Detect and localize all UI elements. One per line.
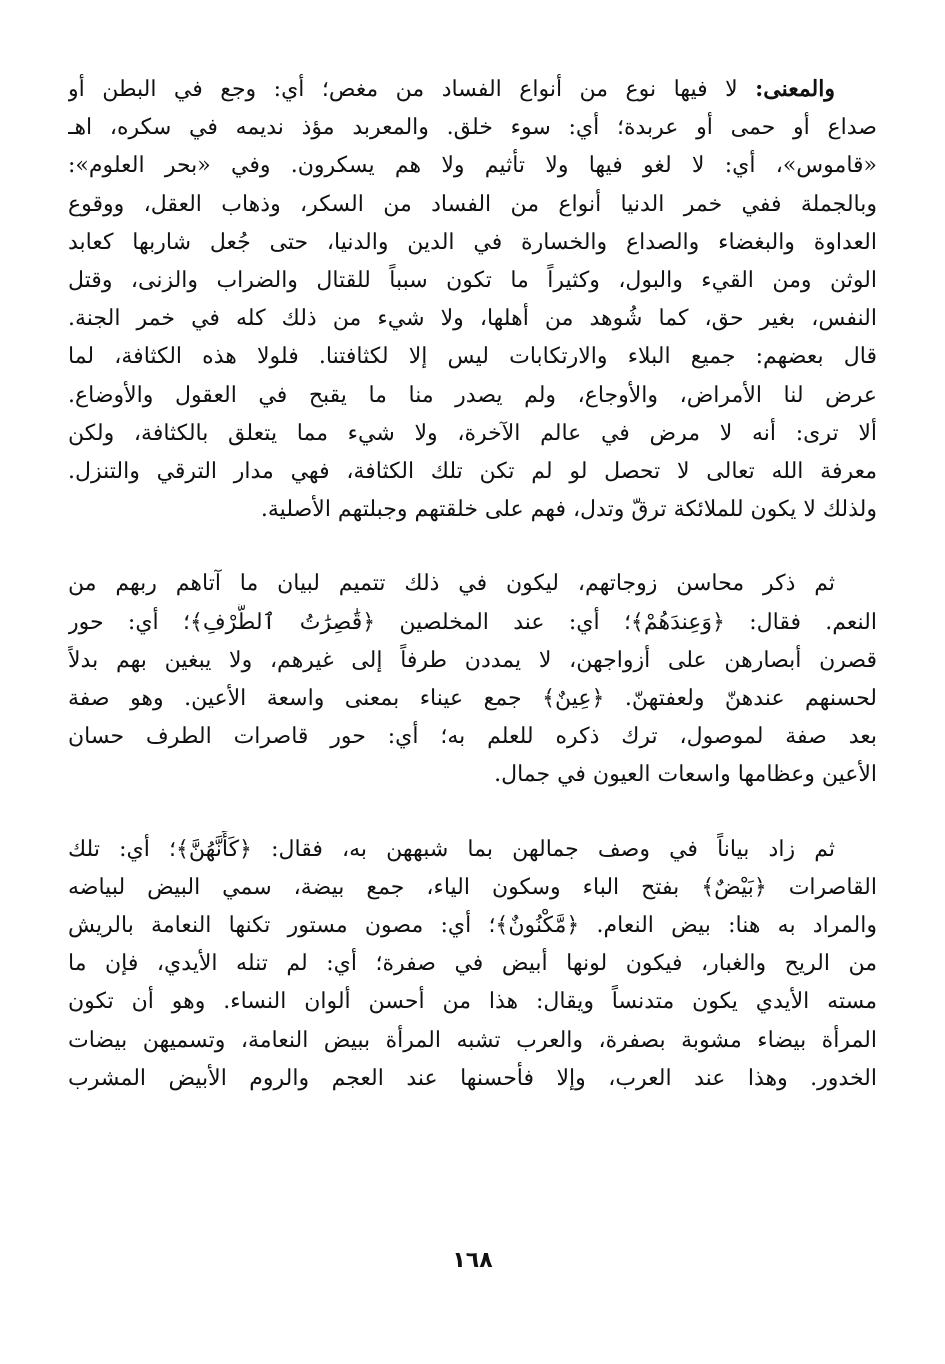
text-line: الأعين وعظامها واسعات العيون في جمال. (494, 762, 877, 788)
text-line: مسته الأيدي يكون متدنساً ويقال: هذا من أحسن ألوان النساء. وهو أن تكون (68, 989, 877, 1015)
paragraph-spacer (68, 529, 877, 565)
book-page (68, 70, 877, 1324)
text-line: القاصرات ﴿بَيْضٌ﴾ بفتح الباء وسكون الياء، جمع بيضة، سمي البيض لبياضه (68, 874, 877, 900)
text-line: ألا ترى: أنه لا مرض في عالم الآخرة، ولا شيء مما يتعلق بالكثافة، ولكن (68, 420, 877, 446)
text-line: معرفة الله تعالى لا تحصل لو لم تكن تلك الكثافة، فهي مدار الترقي والتنزل. (68, 459, 877, 485)
text-line: العداوة والبغضاء والصداع والخسارة في الدين والدنيا، حتى جُعل شاربها كعابد (68, 229, 877, 255)
text-line: والمراد به هنا: بيض النعام. ﴿مَّكْنُونٌ﴾؛ أي: مصون مستور تكنها النعامة بالريش (68, 913, 877, 939)
text-line: المرأة بيضاء مشوبة بصفرة، والعرب تشبه المرأة ببيض النعامة، وتسميهن بيضات (68, 1027, 877, 1053)
text-line: ثم زاد بياناً في وصف جمالهن بما شبههن به، فقال: ﴿كَأَنَّهُنَّ﴾؛ أي: تلك (68, 836, 835, 862)
text-line: ثم ذكر محاسن زوجاتهم، ليكون في ذلك تتميم لبيان ما آتاهم ربهم من (68, 571, 835, 597)
text-line: النعم. فقال: ﴿وَعِندَهُمْ﴾؛ أي: عند المخلصين ﴿قَٰصِرَٰتُ ٱلطَّرْفِ﴾؛ أي: حور (68, 609, 877, 635)
paragraph-3 (68, 831, 877, 1098)
text-line: قصرن أبصارهن على أزواجهن، لا يمددن طرفاً إلى غيرهم، ولا يبغين بهم بدلاً (68, 647, 877, 673)
text-line: بعد صفة لموصول، ترك ذكره للعلم به؛ أي: حور قاصرات الطرف حسان (68, 724, 877, 750)
paragraph-2 (68, 565, 877, 794)
text-line: ولذلك لا يكون للملائكة ترقّ وتدل، فهم على خلقتهم وجبلتهم الأصلية. (260, 497, 877, 523)
paragraph-spacer (68, 795, 877, 831)
text-line: الوثن ومن القيء والبول، وكثيراً ما تكون سبباً للقتال والضراب والزنى، وقتل (68, 268, 877, 294)
paragraph-lead-term: والمعنى: (755, 76, 835, 102)
page-number: ١٦٨ (452, 1248, 493, 1273)
text-line: عرض لنا الأمراض، والأوجاع، ولم يصدر منا ما يقبح في العقول والأوضاع. (68, 382, 877, 408)
text-line: لحسنهم عندهنّ ولعفتهنّ. ﴿عِينٌ﴾ جمع عيناء بمعنى واسعة الأعين. وهو صفة (68, 686, 877, 712)
text-line: من الريح والغبار، فيكون لونها أبيض في صفرة؛ أي: لم تنله الأيدي، فإن ما (68, 951, 877, 977)
text-line: صداع أو حمى أو عربدة؛ أي: سوء خلق. والمعربد مؤذ نديمه في سكره، اهـ (68, 115, 877, 141)
text-line: «قاموس»، أي: لا لغو فيها ولا تأثيم ولا هم يسكرون. وفي «بحر العلوم»: (68, 153, 877, 179)
text-line: والمعنى: لا فيها نوع من أنواع الفساد من مغص؛ أي: وجع في البطن أو (68, 76, 835, 102)
text-line: وبالجملة ففي خمر الدنيا أنواع من الفساد من السكر، وذهاب العقل، ووقوع (68, 191, 877, 217)
paragraph-1 (68, 70, 877, 529)
text-line: قال بعضهم: جميع البلاء والارتكابات ليس إلا لكثافتنا. فلولا هذه الكثافة، لما (68, 344, 877, 370)
text-line: النفس، بغير حق، كما شُوهد من أهلها، ولا شيء من ذلك كله في خمر الجنة. (68, 306, 877, 332)
text-line: الخدور. وهذا عند العرب، وإلا فأحسنها عند العجم والروم الأبيض المشرب (68, 1065, 877, 1091)
